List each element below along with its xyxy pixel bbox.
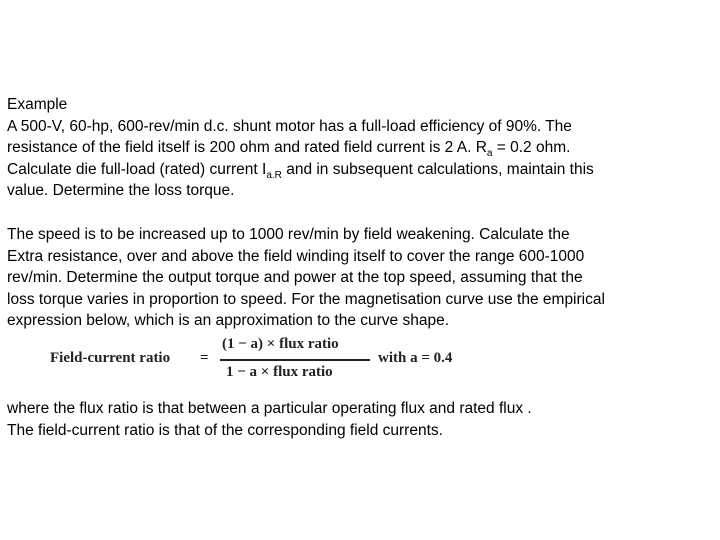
subscript: a bbox=[486, 148, 493, 160]
definition-paragraph bbox=[7, 398, 715, 441]
formula-condition: with a = 0.4 bbox=[378, 350, 453, 366]
formula-equals: = bbox=[200, 350, 209, 366]
text-line: Extra resistance, over and above the field winding itself to cover the range 600-1000 bbox=[7, 247, 585, 265]
text-line: A 500-V, 60-hp, 600-rev/min d.c. shunt motor has a full-load efficiency of 90%. The bbox=[7, 117, 572, 135]
text-line: The speed is to be increased up to 1000 rev/min by field weakening. Calculate the bbox=[7, 226, 570, 243]
text-line: where the flux ratio is that between a particular operating flux and rated flux . bbox=[7, 400, 532, 417]
text-line: The field-current ratio is that of the corresponding field currents. bbox=[7, 421, 443, 439]
subscript: a.R bbox=[266, 169, 282, 181]
field-current-ratio-formula bbox=[50, 334, 490, 386]
text-line: Calculate die full-load (rated) current $I_{a.R}$ and in subsequent calculations, maintain this bbox=[7, 160, 594, 181]
text-line: expression below, which is an approximation to the curve shape. bbox=[7, 312, 449, 330]
formula-numerator: (1 − a) × flux ratio bbox=[222, 336, 339, 352]
formula-lhs: Field-current ratio bbox=[50, 350, 171, 366]
speed-paragraph bbox=[7, 224, 715, 332]
text-line: value. Determine the loss torque. bbox=[7, 182, 235, 200]
text-line: rev/min. Determine the output torque and power at the top speed, assuming that the bbox=[7, 269, 583, 287]
text-line: resistance of the field itself is 200 ohm and rated field current is 2 A. $R_a = 0.2$ ohm. bbox=[7, 139, 571, 160]
example-heading: Example bbox=[7, 96, 68, 113]
text-line: loss torque varies in proportion to speed. For the magnetisation curve use the empirical bbox=[7, 290, 605, 308]
example-paragraph bbox=[7, 94, 715, 202]
formula-denominator: 1 − a × flux ratio bbox=[226, 364, 333, 380]
fraction-bar bbox=[220, 359, 370, 361]
